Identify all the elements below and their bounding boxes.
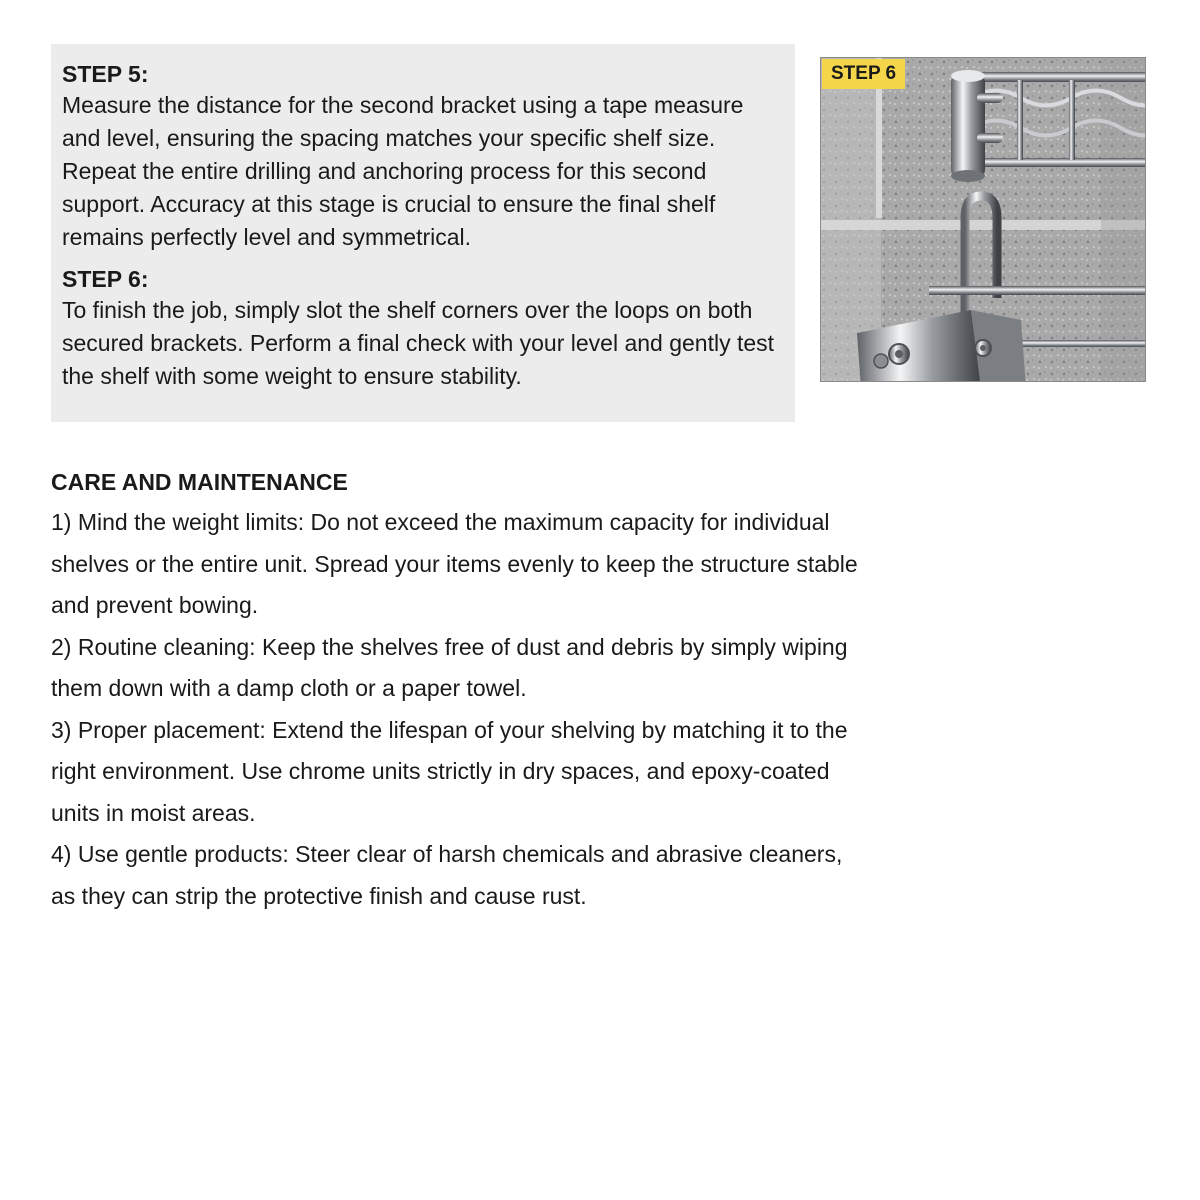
step-6-badge: STEP 6 [822,59,905,89]
step-5-heading: STEP 5: [62,61,149,87]
step-6-body: To finish the job, simply slot the shelf corners over the loops on both secured brackets. Perform a final check with your level and gently test the shelf with some weight to ensure stability. [62,297,775,389]
wire-shelf-bracket-illustration [821,58,1145,381]
step-6 [62,264,784,393]
care-item-routine-cleaning: 2) Routine cleaning: Keep the shelves free of dust and debris by simply wiping them down with a damp cloth or a paper towel. [51,633,848,701]
step-6-heading: STEP 6: [62,266,149,292]
care-item-gentle-products: 4) Use gentle products: Steer clear of harsh chemicals and abrasive cleaners, as they can strip the protective finish and cause rust. [51,841,843,909]
step-6-photo [820,57,1146,382]
care-title: CARE AND MAINTENANCE [51,469,348,495]
care-and-maintenance-section [51,462,871,917]
care-item-weight-limits: 1) Mind the weight limits: Do not exceed the maximum capacity for individual shelves or the entire unit. Spread your items evenly to keep the structure stable and prevent bowing. [51,509,858,618]
installation-steps-panel [51,44,795,422]
care-item-proper-placement: 3) Proper placement: Extend the lifespan of your shelving by matching it to the right environment. Use chrome units strictly in dry spaces, and epoxy-coated units in moist areas. [51,716,848,826]
step-5-body: Measure the distance for the second bracket using a tape measure and level, ensuring the spacing matches your specific shelf size. Repeat the entire drilling and anchoring process for this second support. Accuracy at this stage is crucial to ensure the final shelf remains perfectly level and symmetrical. [62,92,744,250]
step-5 [62,59,784,254]
